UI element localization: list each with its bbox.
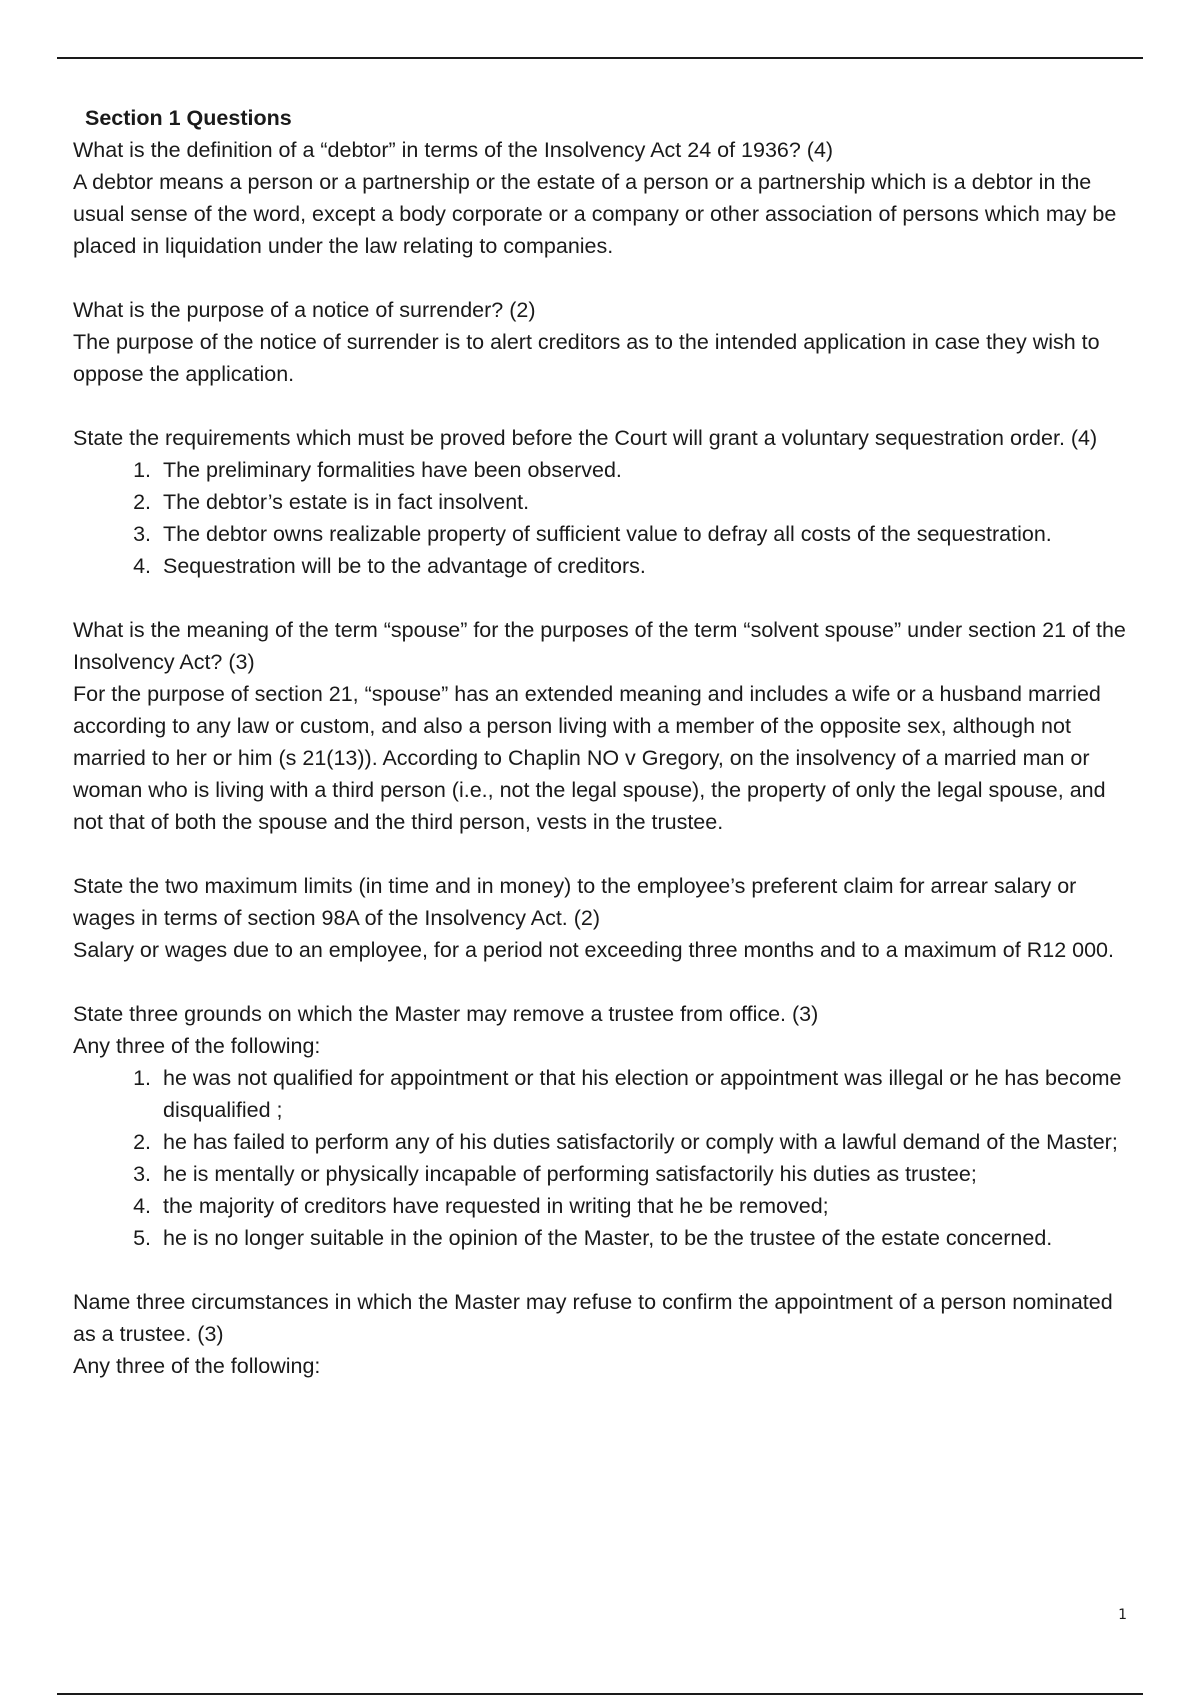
list-item: 4. Sequestration will be to the advantage of creditors. xyxy=(157,550,1135,582)
answer-text: A debtor means a person or a partnership or the estate of a person or a partnership which is a debtor in the usual sense of the word, except a body corporate or a company or other association of persons which may be placed in liquidation under the law relating to companies. xyxy=(73,170,1117,258)
list-item: 3. he is mentally or physically incapable of performing satisfactorily his duties as trustee; xyxy=(157,1158,1135,1190)
question-block-sequestration-requirements xyxy=(73,422,1135,582)
list-item: 4. the majority of creditors have requested in writing that he be removed; xyxy=(157,1190,1135,1222)
answer-list xyxy=(73,454,1135,582)
list-item: 1. The preliminary formalities have been observed. xyxy=(157,454,1135,486)
question-block-refuse-confirmation xyxy=(73,1286,1135,1382)
question-block-preferent-claim xyxy=(73,870,1135,966)
question-text: What is the meaning of the term “spouse” for the purposes of the term “solvent spouse” under section 21 of the Insolvency Act? (3) xyxy=(73,618,1126,674)
question-text: What is the purpose of a notice of surrender? (2) xyxy=(73,298,536,322)
question-text: State the two maximum limits (in time and in money) to the employee’s preferent claim for arrear salary or wages in terms of section 98A of the Insolvency Act. (2) xyxy=(73,874,1077,930)
question-text: Name three circumstances in which the Master may refuse to confirm the appointment of a person nominated as a trustee. (3) xyxy=(73,1290,1113,1346)
list-item: 1. he was not qualified for appointment or that his election or appointment was illegal or he has become disqualified ; xyxy=(157,1062,1135,1126)
question-text: State three grounds on which the Master may remove a trustee from office. (3) xyxy=(73,1002,819,1026)
question-block-spouse-meaning xyxy=(73,614,1135,838)
list-item: 5. he is no longer suitable in the opinion of the Master, to be the trustee of the estate concerned. xyxy=(157,1222,1135,1254)
answer-text: The purpose of the notice of surrender is to alert creditors as to the intended application in case they wish to oppose the application. xyxy=(73,330,1100,386)
list-item: 2. The debtor’s estate is in fact insolvent. xyxy=(157,486,1135,518)
answer-intro: Any three of the following: xyxy=(73,1354,321,1378)
header-rule xyxy=(57,57,1143,59)
question-text: What is the definition of a “debtor” in terms of the Insolvency Act 24 of 1936? (4) xyxy=(73,138,834,162)
question-block-remove-trustee xyxy=(73,998,1135,1254)
list-item: 3. The debtor owns realizable property of sufficient value to defray all costs of the sequestration. xyxy=(157,518,1135,550)
page-number: 1 xyxy=(1118,1607,1127,1623)
question-block-notice-of-surrender xyxy=(73,294,1135,390)
answer-text: Salary or wages due to an employee, for a period not exceeding three months and to a maximum of R12 000. xyxy=(73,938,1114,962)
question-block-debtor xyxy=(73,134,1135,262)
answer-list xyxy=(73,1062,1135,1254)
footer-rule xyxy=(57,1693,1143,1695)
document-body xyxy=(73,102,1135,1414)
section-title: Section 1 Questions xyxy=(85,106,292,130)
list-item: 2. he has failed to perform any of his duties satisfactorily or comply with a lawful demand of the Master; xyxy=(157,1126,1135,1158)
answer-text: For the purpose of section 21, “spouse” has an extended meaning and includes a wife or a husband married according to any law or custom, and also a person living with a member of the opposite sex, although not married to her or him (s 21(13)). According to Chaplin NO v Gregory, on the insolvency of a married man or woman who is living with a third person (i.e., not the legal spouse), the property of only the legal spouse, and not that of both the spouse and the third person, vests in the trustee. xyxy=(73,682,1106,834)
answer-intro: Any three of the following: xyxy=(73,1034,321,1058)
question-text: State the requirements which must be proved before the Court will grant a voluntary sequestration order. (4) xyxy=(73,426,1098,450)
